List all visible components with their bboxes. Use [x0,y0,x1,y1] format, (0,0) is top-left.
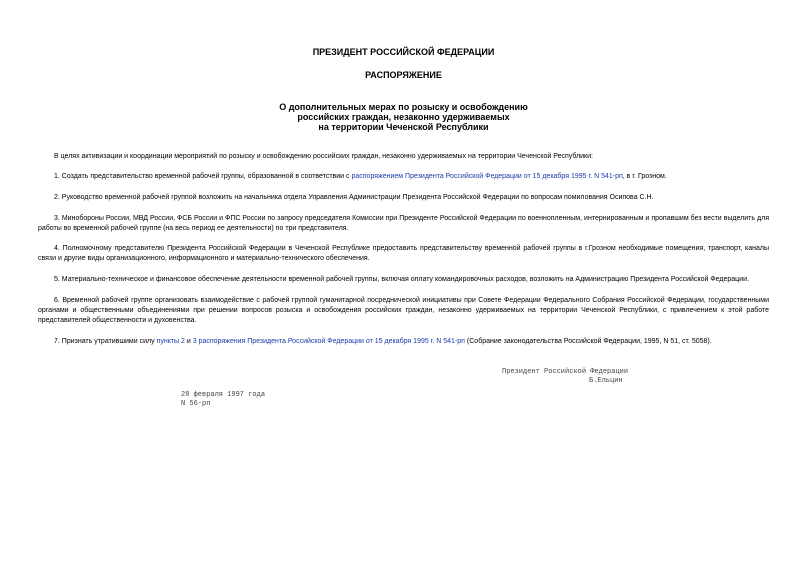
title-line-3: на территории Чеченской Республики [318,122,489,132]
document-type: РАСПОРЯЖЕНИЕ [365,70,442,80]
decree-541-point-3-link[interactable]: 3 распоряжения Президента Российской Федерации от 15 декабря 1995 г. N 541-рп [192,338,465,345]
document-date: 28 февраля 1997 года [181,391,266,399]
paragraph-3-text: 3. Минобороны России, МВД России, ФСБ России и ФПС России по запросу председателя Комиссии при Президенте Российской Федерации по военнопленным, интернированным и пропавшим без вести выделить для работы во временной рабочей группе (на весь период ее деятельности) по три представителя. [38,215,769,232]
signature-name: Б.Ельцин [589,377,623,385]
paragraph-1-tail: , в г. Грозном. [622,173,667,180]
paragraph-5-text: 5. Материально-техническое и финансовое обеспечение деятельности временной рабочей группы, включая оплату командировочных расходов, возложить на Администрацию Президента Российской Федерации. [54,276,749,283]
paragraph-7 [38,337,769,347]
paragraph-4-text: 4. Полномочному представителю Президента Российской Федерации в Чеченской Республике предоставить представительству временной рабочей группы в г.Грозном необходимые помещения, транспорт, каналы связи и другие виды организационного, информационного и материально-технического обеспечения. [38,245,769,262]
signature-position: Президент Российской Федерации [502,368,629,376]
paragraph-1-text: 1. Создать представительство временной рабочей группы, образованной в соответствии с [54,173,352,180]
paragraph-2-text: 2. Руководство временной рабочей группой возложить на начальника отдела Управления Администрации Президента Российской Федерации по вопросам помилования Осипова С.Н. [54,194,654,201]
title-line-2: российских граждан, незаконно удерживаемых [297,112,510,122]
intro-text: В целях активизации и координации мероприятий по розыску и освобождению российских граждан, незаконно удерживаемых на территории Чеченской Республики: [54,153,593,160]
points-2-link[interactable]: пункты 2 [156,338,185,345]
paragraph-7-conj: и [184,338,193,345]
document-issuer: ПРЕЗИДЕНТ РОССИЙСКОЙ ФЕДЕРАЦИИ [312,47,495,57]
paragraph-5 [38,275,769,285]
intro-paragraph [38,152,769,162]
paragraph-2 [38,193,769,203]
paragraph-6 [38,296,769,326]
document-title [0,102,807,132]
paragraph-1 [38,172,769,182]
paragraph-3 [38,214,769,234]
paragraph-4 [38,244,769,264]
title-line-1: О дополнительных мерах по розыску и освобождению [279,102,528,112]
document-number: N 56-рп [181,400,211,408]
paragraph-7-text: 7. Признать утратившими силу [54,338,157,345]
paragraph-6-text: 6. Временной рабочей группе организовать взаимодействие с рабочей группой гуманитарной посреднической инициативы при Совете Федерации Федерального Собрания Российской Федерации, государственными органами и общественными объединениями при решении вопросов розыска и освобождения российских граждан, незаконно удерживаемых на территории Чеченской Республики, с привлечением к этой работе представителей общественности и духовенства. [38,297,769,324]
decree-541-link[interactable]: распоряжением Президента Российской Федерации от 15 декабря 1995 г. N 541-рп [351,173,623,180]
paragraph-7-tail: (Собрание законодательства Российской Федерации, 1995, N 51, ст. 5058). [464,338,712,345]
